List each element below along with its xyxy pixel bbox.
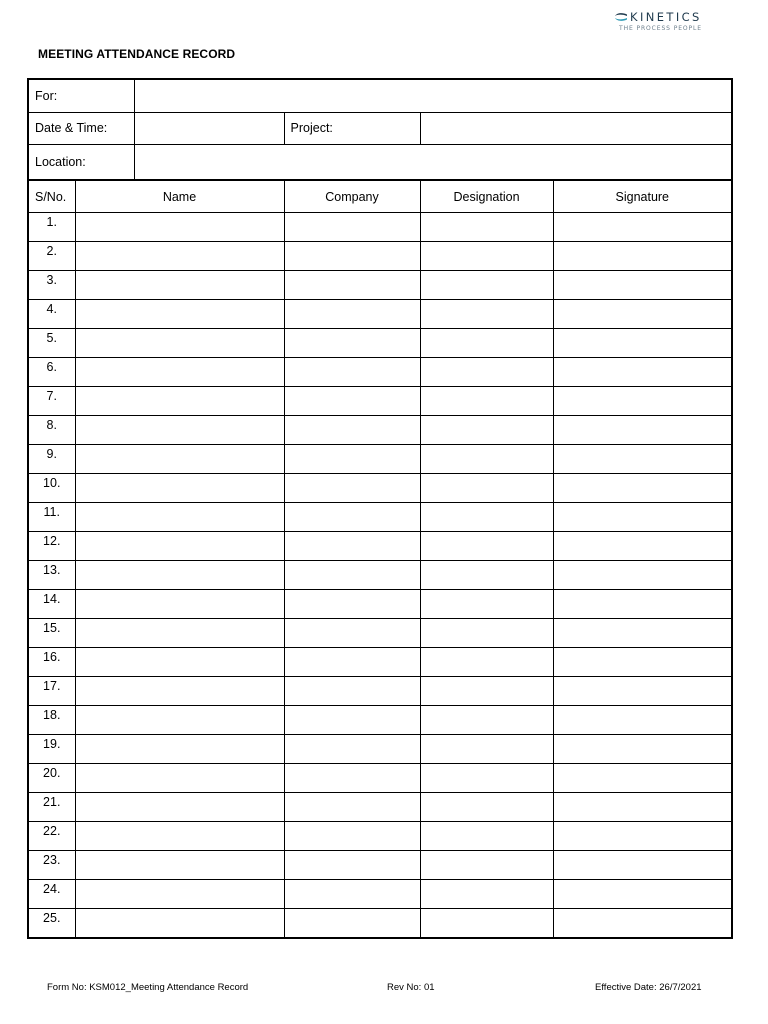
sno-cell: 20.	[28, 764, 75, 793]
sno-cell: 23.	[28, 851, 75, 880]
name-cell[interactable]	[75, 735, 284, 764]
company-cell[interactable]	[284, 242, 420, 271]
signature-cell[interactable]	[553, 880, 732, 909]
company-cell[interactable]	[284, 619, 420, 648]
company-logo	[614, 10, 714, 32]
company-cell[interactable]	[284, 561, 420, 590]
designation-cell[interactable]	[420, 619, 553, 648]
footer-form-no: Form No: KSM012_Meeting Attendance Record	[47, 982, 249, 993]
table-row	[28, 909, 732, 939]
sno-cell: 12.	[28, 532, 75, 561]
sno-cell: 14.	[28, 590, 75, 619]
column-header-row	[28, 180, 732, 213]
signature-cell[interactable]	[553, 300, 732, 329]
designation-cell[interactable]	[420, 909, 553, 939]
table-row	[28, 677, 732, 706]
company-cell[interactable]	[284, 677, 420, 706]
company-cell[interactable]	[284, 329, 420, 358]
designation-cell[interactable]	[420, 648, 553, 677]
sno-cell: 15.	[28, 619, 75, 648]
designation-cell[interactable]	[420, 735, 553, 764]
designation-cell[interactable]	[420, 677, 553, 706]
kinetics-logo-icon	[614, 12, 628, 22]
signature-cell[interactable]	[553, 793, 732, 822]
table-row	[28, 735, 732, 764]
signature-cell[interactable]	[553, 329, 732, 358]
company-cell[interactable]	[284, 271, 420, 300]
table-row	[28, 213, 732, 242]
page-title: MEETING ATTENDANCE RECORD	[38, 47, 236, 61]
designation-cell[interactable]	[420, 590, 553, 619]
company-cell[interactable]	[284, 590, 420, 619]
signature-cell[interactable]	[553, 648, 732, 677]
table-row	[28, 793, 732, 822]
company-cell[interactable]	[284, 213, 420, 242]
name-cell[interactable]	[75, 822, 284, 851]
table-row	[28, 648, 732, 677]
table-row	[28, 358, 732, 387]
company-cell[interactable]	[284, 764, 420, 793]
signature-cell[interactable]	[553, 619, 732, 648]
name-cell[interactable]	[75, 387, 284, 416]
name-cell[interactable]	[75, 474, 284, 503]
designation-cell[interactable]	[420, 532, 553, 561]
designation-cell[interactable]	[420, 793, 553, 822]
company-cell[interactable]	[284, 300, 420, 329]
signature-cell[interactable]	[553, 764, 732, 793]
signature-cell[interactable]	[553, 822, 732, 851]
signature-cell[interactable]	[553, 735, 732, 764]
name-cell[interactable]	[75, 358, 284, 387]
table-row	[28, 474, 732, 503]
col-header-designation: Designation	[420, 180, 553, 213]
sno-cell: 17.	[28, 677, 75, 706]
company-cell[interactable]	[284, 474, 420, 503]
signature-cell[interactable]	[553, 213, 732, 242]
table-row	[28, 706, 732, 735]
designation-cell[interactable]	[420, 706, 553, 735]
company-cell[interactable]	[284, 648, 420, 677]
table-row	[28, 300, 732, 329]
signature-cell[interactable]	[553, 387, 732, 416]
designation-cell[interactable]	[420, 416, 553, 445]
name-cell[interactable]	[75, 793, 284, 822]
table-row	[28, 271, 732, 300]
for-label: For:	[28, 79, 134, 112]
company-cell[interactable]	[284, 387, 420, 416]
location-field[interactable]	[134, 144, 732, 180]
sno-cell: 3.	[28, 271, 75, 300]
table-row	[28, 590, 732, 619]
name-cell[interactable]	[75, 677, 284, 706]
logo-tagline: THE PROCESS PEOPLE	[619, 25, 702, 32]
signature-cell[interactable]	[553, 909, 732, 939]
name-cell[interactable]	[75, 648, 284, 677]
sno-cell: 5.	[28, 329, 75, 358]
company-cell[interactable]	[284, 445, 420, 474]
name-cell[interactable]	[75, 851, 284, 880]
datetime-label: Date & Time:	[28, 112, 134, 144]
table-row	[28, 387, 732, 416]
signature-cell[interactable]	[553, 590, 732, 619]
designation-cell[interactable]	[420, 822, 553, 851]
designation-cell[interactable]	[420, 271, 553, 300]
signature-cell[interactable]	[553, 503, 732, 532]
project-field[interactable]	[420, 112, 732, 144]
name-cell[interactable]	[75, 764, 284, 793]
designation-cell[interactable]	[420, 300, 553, 329]
signature-cell[interactable]	[553, 561, 732, 590]
table-row	[28, 851, 732, 880]
name-cell[interactable]	[75, 213, 284, 242]
designation-cell[interactable]	[420, 474, 553, 503]
company-cell[interactable]	[284, 909, 420, 939]
table-row	[28, 822, 732, 851]
table-row	[28, 764, 732, 793]
name-cell[interactable]	[75, 619, 284, 648]
name-cell[interactable]	[75, 590, 284, 619]
location-label: Location:	[28, 144, 134, 180]
name-cell[interactable]	[75, 300, 284, 329]
attendance-table	[27, 78, 733, 939]
signature-cell[interactable]	[553, 706, 732, 735]
name-cell[interactable]	[75, 503, 284, 532]
name-cell[interactable]	[75, 445, 284, 474]
for-field[interactable]	[134, 79, 732, 112]
designation-cell[interactable]	[420, 503, 553, 532]
name-cell[interactable]	[75, 416, 284, 445]
signature-cell[interactable]	[553, 358, 732, 387]
sno-cell: 13.	[28, 561, 75, 590]
col-header-name: Name	[75, 180, 284, 213]
signature-cell[interactable]	[553, 445, 732, 474]
table-row	[28, 619, 732, 648]
sno-cell: 6.	[28, 358, 75, 387]
company-cell[interactable]	[284, 503, 420, 532]
sno-cell: 25.	[28, 909, 75, 939]
project-label: Project:	[284, 112, 420, 144]
company-cell[interactable]	[284, 735, 420, 764]
sno-cell: 16.	[28, 648, 75, 677]
name-cell[interactable]	[75, 532, 284, 561]
footer-rev-no: Rev No: 01	[387, 982, 435, 993]
name-cell[interactable]	[75, 880, 284, 909]
col-header-signature: Signature	[553, 180, 732, 213]
datetime-field[interactable]	[134, 112, 284, 144]
table-row	[28, 416, 732, 445]
footer-effective-date: Effective Date: 26/7/2021	[595, 982, 702, 993]
designation-cell[interactable]	[420, 213, 553, 242]
name-cell[interactable]	[75, 329, 284, 358]
sno-cell: 21.	[28, 793, 75, 822]
designation-cell[interactable]	[420, 764, 553, 793]
signature-cell[interactable]	[553, 242, 732, 271]
name-cell[interactable]	[75, 242, 284, 271]
designation-cell[interactable]	[420, 358, 553, 387]
signature-cell[interactable]	[553, 677, 732, 706]
logo-brand-text: KINETICS	[630, 10, 702, 24]
sno-cell: 24.	[28, 880, 75, 909]
name-cell[interactable]	[75, 706, 284, 735]
table-row	[28, 329, 732, 358]
sno-cell: 10.	[28, 474, 75, 503]
sno-cell: 18.	[28, 706, 75, 735]
table-row	[28, 242, 732, 271]
company-cell[interactable]	[284, 793, 420, 822]
designation-cell[interactable]	[420, 880, 553, 909]
table-row	[28, 503, 732, 532]
signature-cell[interactable]	[553, 532, 732, 561]
col-header-company: Company	[284, 180, 420, 213]
sno-cell: 22.	[28, 822, 75, 851]
sno-cell: 7.	[28, 387, 75, 416]
company-cell[interactable]	[284, 706, 420, 735]
designation-cell[interactable]	[420, 851, 553, 880]
sno-cell: 9.	[28, 445, 75, 474]
company-cell[interactable]	[284, 851, 420, 880]
designation-cell[interactable]	[420, 387, 553, 416]
sno-cell: 11.	[28, 503, 75, 532]
company-cell[interactable]	[284, 358, 420, 387]
designation-cell[interactable]	[420, 242, 553, 271]
table-row	[28, 532, 732, 561]
name-cell[interactable]	[75, 909, 284, 939]
name-cell[interactable]	[75, 271, 284, 300]
company-cell[interactable]	[284, 880, 420, 909]
sno-cell: 4.	[28, 300, 75, 329]
designation-cell[interactable]	[420, 445, 553, 474]
signature-cell[interactable]	[553, 851, 732, 880]
signature-cell[interactable]	[553, 416, 732, 445]
table-row	[28, 880, 732, 909]
designation-cell[interactable]	[420, 561, 553, 590]
company-cell[interactable]	[284, 532, 420, 561]
company-cell[interactable]	[284, 822, 420, 851]
table-row	[28, 561, 732, 590]
name-cell[interactable]	[75, 561, 284, 590]
designation-cell[interactable]	[420, 329, 553, 358]
sno-cell: 2.	[28, 242, 75, 271]
signature-cell[interactable]	[553, 271, 732, 300]
col-header-sno: S/No.	[28, 180, 75, 213]
sno-cell: 1.	[28, 213, 75, 242]
company-cell[interactable]	[284, 416, 420, 445]
signature-cell[interactable]	[553, 474, 732, 503]
sno-cell: 19.	[28, 735, 75, 764]
table-row	[28, 445, 732, 474]
sno-cell: 8.	[28, 416, 75, 445]
